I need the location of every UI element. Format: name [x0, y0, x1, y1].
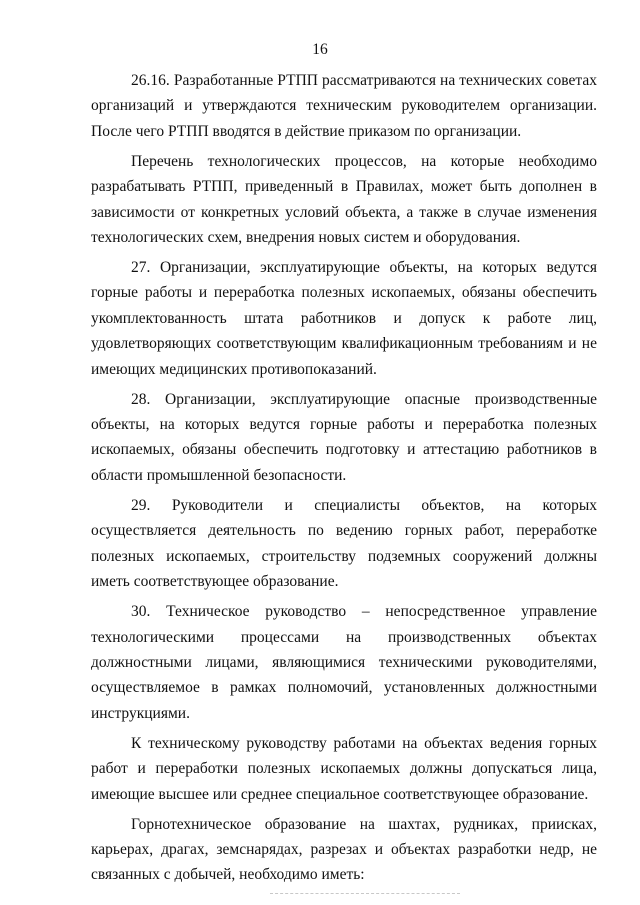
paragraph-27: 27. Организации, эксплуатирующие объекты, на которых ведутся горные работы и переработка полезных ископаемых, обязаны обеспечить укомплектованность штата работников и допуск к работе лиц, удовлетворяющих соответствующим квалификационным требованиям и не имеющих медицинских противопоказаний. — [91, 259, 597, 378]
paragraph-mining-education: Горнотехническое образование на шахтах, рудниках, приисках, карьерах, драгах, земснарядах, разрезах и объектах разработки недр, не связанных с добычей, необходимо иметь: — [91, 815, 597, 884]
paragraph-technical-management: К техническому руководству работами на объектах ведения горных работ и переработки полезных ископаемых должны допускаться лица, имеющие высшее или среднее специальное соответствующее образование. — [91, 734, 597, 803]
paragraph-29: 29. Руководители и специалисты объектов, на которых осуществляется деятельность по ведению горных работ, переработке полезных ископаемых, строительству подземных сооружений должны иметь соответствующее образование. — [91, 496, 597, 591]
paragraph-process-list: Перечень технологических процессов, на которые необходимо разрабатывать РТПП, приведенный в Правилах, может быть дополнен в зависимости от конкретных условий объекта, а также в случае изменения технологических схем, внедрения новых систем и оборудования. — [91, 152, 597, 247]
page-number: 16 — [312, 41, 328, 58]
document-body — [91, 68, 597, 892]
paragraph-30: 30. Техническое руководство – непосредственное управление технологическими процессами на производственных объектах должностными лицами, являющимися техническими руководителями, осуществляемое в рамках полномочий, установленных должностными инструкциями. — [91, 603, 597, 722]
paragraph-28: 28. Организации, эксплуатирующие опасные производственные объекты, на которых ведутся горные работы и переработка полезных ископаемых, обязаны обеспечить подготовку и аттестацию работников в области промышленной безопасности. — [91, 390, 597, 484]
scan-artifact-line — [270, 893, 460, 894]
paragraph-26-16: 26.16. Разработанные РТПП рассматриваются на технических советах организаций и утверждаются техническим руководителем организации. После чего РТПП вводятся в действие приказом по организации. — [91, 72, 597, 140]
